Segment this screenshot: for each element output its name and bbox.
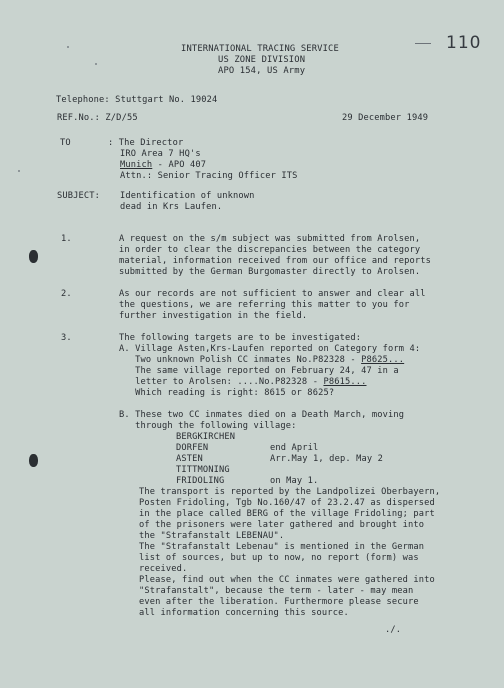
para2-line: As our records are not sufficient to answer and clear all [119, 289, 426, 299]
para3-a-line: The same village reported on February 24, 47 in a [119, 366, 399, 376]
para3-rest-line: "Strafanstalt", because the term - later - may mean [139, 586, 414, 596]
header-org: INTERNATIONAL TRACING SERVICE [181, 44, 339, 54]
para1-line: in order to clear the discrepancies between the category [119, 245, 421, 255]
to-line2: IRO Area 7 HQ's [120, 149, 201, 159]
page-number: 110 [446, 33, 482, 53]
to-apo: - APO 407 [152, 160, 207, 170]
village-note: on May 1. [270, 476, 319, 486]
para3-rest-line: all information concerning this source. [139, 608, 349, 618]
to-label: TO [60, 138, 71, 148]
para1-line: submitted by the German Burgomaster directly to Arolsen. [119, 267, 421, 277]
para3-b-line: through the following village: [119, 421, 297, 431]
header-apo: APO 154, US Army [218, 66, 306, 76]
paper-speck [95, 63, 97, 65]
subject-line2: dead in Krs Laufen. [120, 202, 223, 212]
village-name: DORFEN [176, 443, 209, 453]
para3-rest-line: list of sources, but up to now, no report (form) was [139, 553, 419, 563]
to-line4: Attn.: Senior Tracing Officer ITS [120, 171, 298, 181]
para3-number: 3. [61, 333, 72, 343]
village-note: end April [270, 443, 319, 453]
punch-hole [29, 454, 38, 467]
para2-number: 2. [61, 289, 72, 299]
inmate-numbers-text: Two unknown Polish CC inmates No.P82328 - [119, 355, 362, 365]
subject-line1: Identification of unknown [120, 191, 255, 201]
para2-line: further investigation in the field. [119, 311, 308, 321]
para3-a-line: Which reading is right: 8615 or 8625? [119, 388, 335, 398]
to-line3 [120, 160, 206, 171]
to-line1: : The Director [108, 138, 184, 148]
header-division: US ZONE DIVISION [218, 55, 306, 65]
para3-rest-line: of the prisoners were later gathered and brought into [139, 520, 425, 530]
para3-a-line: A. Village Asten,Krs-Laufen reported on Category form 4: [119, 344, 421, 354]
letter-number-underlined: P8615... [323, 377, 367, 387]
para1-line: A request on the s/m subject was submitted from Arolsen, [119, 234, 421, 244]
para3-a-line [119, 355, 404, 366]
reference-number: REF.No.: Z/D/55 [57, 113, 138, 123]
village-name: FRIDOLING [176, 476, 225, 486]
para3-rest-line: received. [139, 564, 188, 574]
para3-rest-line: the "Strafanstalt LEBENAU". [139, 531, 285, 541]
continuation-mark: ./. [385, 625, 402, 635]
pencil-mark [415, 43, 431, 47]
para1-number: 1. [61, 234, 72, 244]
para3-rest-line: Posten Fridoling, Tgb No.160/47 of 23.2.47 as dispersed [139, 498, 435, 508]
para3-rest-line: even after the liberation. Furthermore please secure [139, 597, 419, 607]
para3-intro: The following targets are to be investigated: [119, 333, 362, 343]
punch-hole [29, 250, 38, 263]
para3-rest-line: The "Strafanstalt Lebenau" is mentioned in the German [139, 542, 425, 552]
inmate-number-underlined: P8625... [361, 355, 405, 365]
para3-b-line: B. These two CC inmates died on a Death March, moving [119, 410, 405, 420]
telephone-line: Telephone: Stuttgart No. 19024 [56, 95, 218, 105]
paper-speck [67, 46, 69, 48]
para3-rest-line: The transport is reported by the Landpolizei Oberbayern, [139, 487, 441, 497]
letter-numbers-text: letter to Arolsen: ....No.P82328 - [119, 377, 324, 387]
village-name: TITTMONING [176, 465, 230, 475]
to-city: Munich [120, 160, 153, 170]
letter-date: 29 December 1949 [342, 113, 429, 123]
para2-line: the questions, we are referring this matter to you for [119, 300, 410, 310]
subject-label: SUBJECT: [57, 191, 101, 201]
para1-line: material, information received from our office and reports [119, 256, 432, 266]
para3-rest-line: in the place called BERG of the village Fridoling; part [139, 509, 435, 519]
village-note: Arr.May 1, dep. May 2 [270, 454, 383, 464]
paper-speck [18, 170, 20, 172]
para3-rest-line: Please, find out when the CC inmates were gathered into [139, 575, 435, 585]
village-name: ASTEN [176, 454, 203, 464]
para3-a-line [119, 377, 367, 388]
village-name: BERGKIRCHEN [176, 432, 236, 442]
